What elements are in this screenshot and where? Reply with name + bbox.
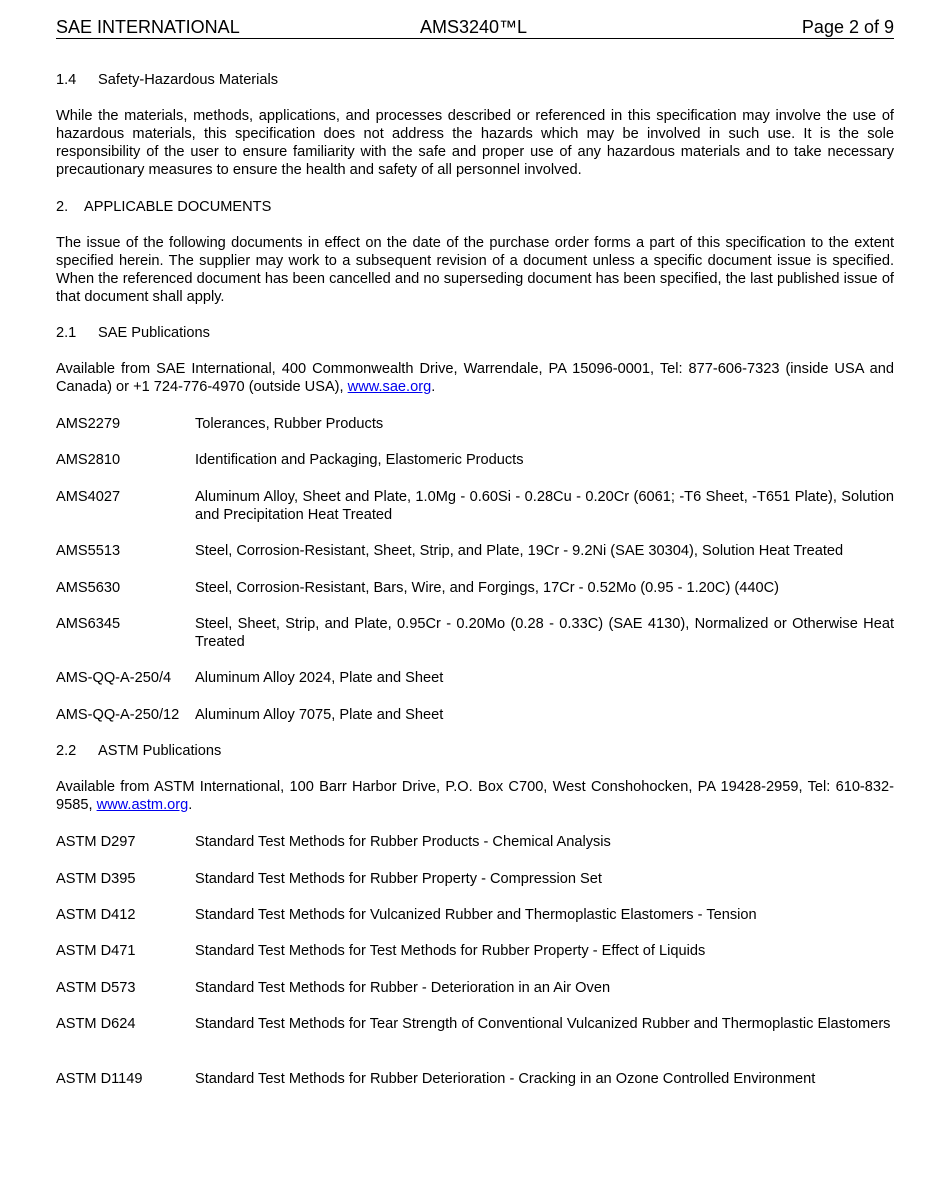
reference-title: Standard Test Methods for Rubber Property - Compression Set — [195, 871, 602, 887]
section-number: 2. — [56, 199, 69, 215]
header-page-number: Page 2 of 9 — [801, 17, 894, 37]
section-2-2-heading — [56, 742, 221, 760]
reference-code: AMS5513 — [56, 543, 121, 559]
astm-website-link[interactable]: www.astm.org — [96, 797, 189, 814]
sae-availability — [56, 360, 894, 396]
section-title: APPLICABLE DOCUMENTS — [84, 199, 272, 215]
sae-website-link[interactable]: www.sae.org — [347, 379, 432, 396]
reference-title: Steel, Sheet, Strip, and Plate, 0.95Cr - 0.20Mo (0.28 - 0.33C) (SAE 4130), Normalized or Otherwise Heat Treated — [195, 616, 894, 651]
astm-availability — [56, 778, 894, 814]
section-1-4-heading — [56, 71, 278, 89]
reference-title: Standard Test Methods for Rubber - Deterioration in an Air Oven — [195, 980, 611, 996]
reference-title: Tolerances, Rubber Products — [195, 416, 384, 432]
section-1-4-body: While the materials, methods, applications, and processes described or referenced in this specification may involve the use of hazardous materials, this specification does not address the hazards which may be involved in such use. It is the sole responsibility of the user to ensure familiarity with the safe and proper use of any hazardous materials and to take necessary precautionary measures to ensure the health and safety of all personnel involved. — [56, 108, 894, 179]
section-title: ASTM Publications — [98, 743, 222, 759]
section-title: SAE Publications — [98, 325, 210, 341]
reference-title: Aluminum Alloy, Sheet and Plate, 1.0Mg - 0.60Si - 0.28Cu - 0.20Cr (6061; -T6 Sheet, -T651 Plate), Solution and Precipitation Heat Treated — [195, 489, 894, 524]
reference-title: Standard Test Methods for Rubber Deterioration - Cracking in an Ozone Controlled Environment — [195, 1071, 816, 1087]
sentence-end: . — [431, 379, 436, 396]
reference-code: AMS6345 — [56, 616, 121, 632]
reference-code: ASTM D1149 — [56, 1071, 143, 1087]
reference-code: ASTM D412 — [56, 907, 136, 923]
section-title: Safety-Hazardous Materials — [98, 72, 279, 88]
reference-title: Steel, Corrosion-Resistant, Bars, Wire, and Forgings, 17Cr - 0.52Mo (0.95 - 1.20C) (440C) — [195, 580, 779, 596]
reference-code: AMS2810 — [56, 452, 121, 468]
reference-code: AMS-QQ-A-250/4 — [56, 670, 172, 686]
reference-title: Aluminum Alloy 2024, Plate and Sheet — [195, 670, 444, 686]
section-2-1-heading — [56, 324, 210, 342]
page-header — [56, 17, 894, 39]
section-number: 1.4 — [56, 72, 77, 88]
reference-title: Steel, Corrosion-Resistant, Sheet, Strip, and Plate, 19Cr - 9.2Ni (SAE 30304), Solution Heat Treated — [195, 543, 844, 559]
reference-title: Standard Test Methods for Test Methods for Rubber Property - Effect of Liquids — [195, 943, 706, 959]
reference-title: Aluminum Alloy 7075, Plate and Sheet — [195, 707, 444, 723]
reference-code: AMS2279 — [56, 416, 121, 432]
reference-title: Standard Test Methods for Tear Strength of Conventional Vulcanized Rubber and Thermoplastic Elastomers — [195, 1016, 891, 1032]
section-number: 2.2 — [56, 743, 77, 759]
sentence-end: . — [188, 797, 193, 814]
reference-code: AMS5630 — [56, 580, 121, 596]
section-2-body: The issue of the following documents in effect on the date of the purchase order forms a part of this specification to the extent specified herein. The supplier may work to a subsequent revision of a document unless a specific document issue is specified. When the referenced document has been cancelled and no superseding document has been specified, the last published issue of that document shall apply. — [56, 235, 894, 306]
reference-code: ASTM D395 — [56, 871, 136, 887]
header-doc-id: AMS3240™L — [420, 17, 528, 37]
section-number: 2.1 — [56, 325, 77, 341]
reference-code: ASTM D297 — [56, 834, 136, 850]
reference-title: Identification and Packaging, Elastomeric Products — [195, 452, 524, 468]
reference-code: ASTM D624 — [56, 1016, 136, 1032]
sae-availability-text: Available from SAE International, 400 Commonwealth Drive, Warrendale, PA 15096-0001, Tel: 877-606-7323 (inside USA and Canada) or +1 724-776-4970 (outside USA), — [56, 361, 894, 396]
reference-code: ASTM D471 — [56, 943, 136, 959]
reference-title: Standard Test Methods for Rubber Products - Chemical Analysis — [195, 834, 611, 850]
reference-title: Standard Test Methods for Vulcanized Rubber and Thermoplastic Elastomers - Tension — [195, 907, 757, 923]
reference-code: AMS4027 — [56, 489, 121, 505]
header-org: SAE INTERNATIONAL — [56, 17, 240, 37]
astm-availability-text: Available from ASTM International, 100 Barr Harbor Drive, P.O. Box C700, West Conshohocken, PA 19428-2959, Tel: 610-832-9585, — [56, 779, 894, 814]
section-2-heading — [56, 198, 271, 216]
reference-code: AMS-QQ-A-250/12 — [56, 707, 180, 723]
reference-code: ASTM D573 — [56, 980, 136, 996]
